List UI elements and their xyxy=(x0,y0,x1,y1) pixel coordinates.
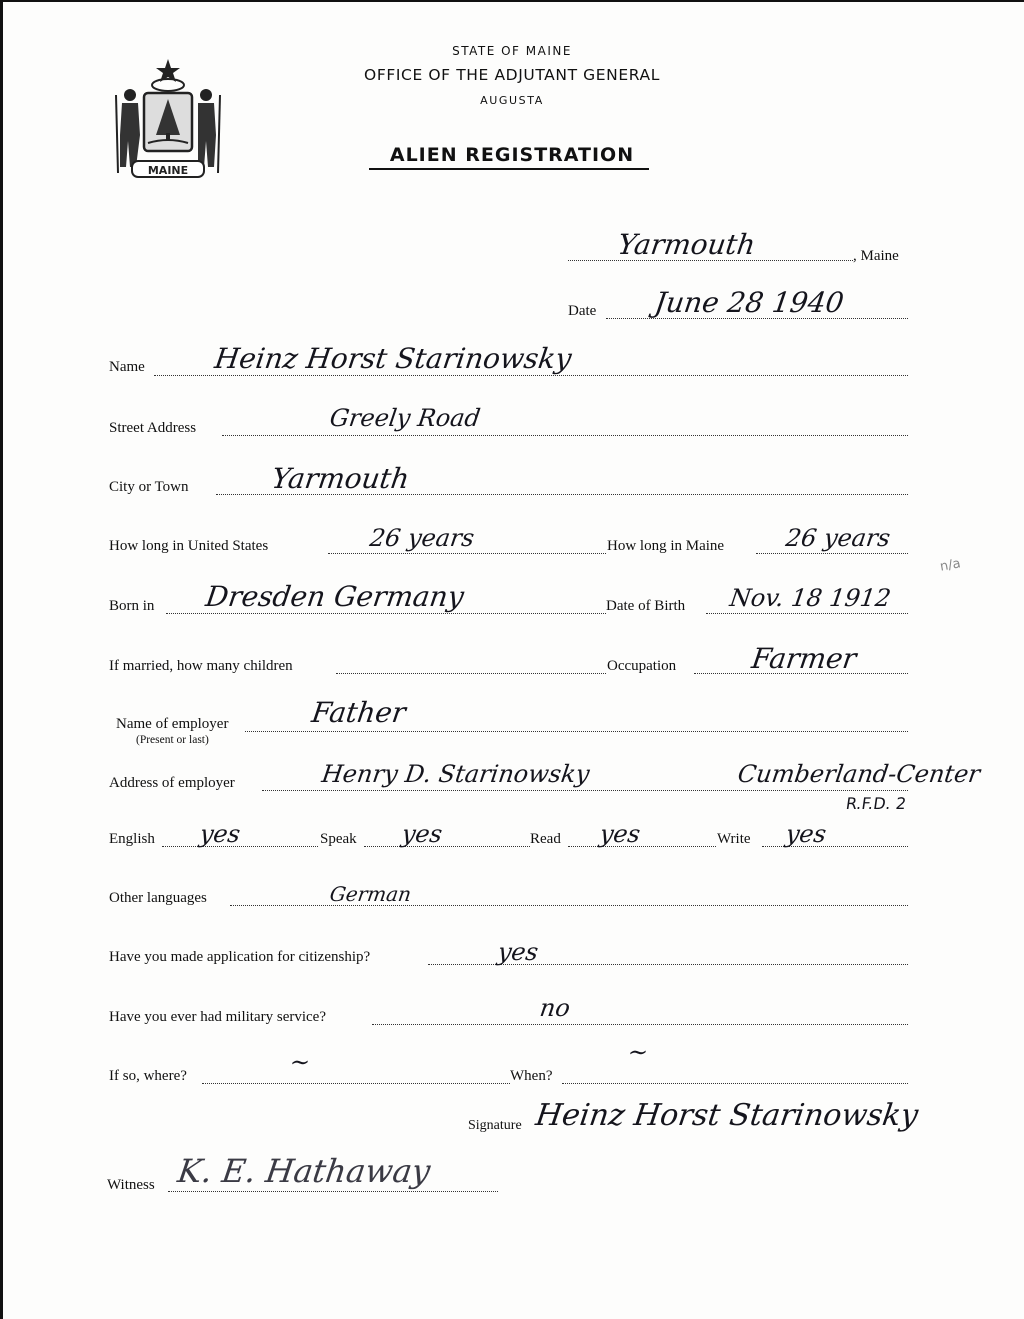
employer-address-label: Address of employer xyxy=(109,775,235,791)
employer-line xyxy=(245,731,908,732)
city-label: City or Town xyxy=(109,479,189,495)
name-line xyxy=(154,375,908,376)
employer-label: Name of employer xyxy=(116,716,229,732)
street-value: Greely Road xyxy=(328,404,483,432)
how-long-me-value: 26 years xyxy=(784,524,892,552)
town-suffix: , Maine xyxy=(853,248,899,264)
write-label: Write xyxy=(717,831,751,847)
read-label: Read xyxy=(530,831,561,847)
where-value: ~ xyxy=(288,1048,313,1076)
witness-value: K. E. Hathaway xyxy=(175,1152,433,1190)
title-underline xyxy=(369,168,649,170)
english-value: yes xyxy=(198,820,243,848)
born-in-line xyxy=(166,613,606,614)
dob-value: Nov. 18 1912 xyxy=(728,584,893,612)
children-label: If married, how many children xyxy=(109,658,293,674)
dob-label: Date of Birth xyxy=(606,598,686,614)
military-value: no xyxy=(538,994,572,1022)
read-line xyxy=(568,846,716,847)
english-label: English xyxy=(109,831,155,847)
citizenship-value: yes xyxy=(496,938,541,966)
born-in-value: Dresden Germany xyxy=(203,580,466,613)
name-label: Name xyxy=(109,359,145,375)
write-value: yes xyxy=(784,820,829,848)
speak-value: yes xyxy=(400,820,445,848)
header-state: STATE OF MAINE xyxy=(452,44,572,58)
how-long-me-label: How long in Maine xyxy=(607,538,725,554)
street-label: Street Address xyxy=(109,420,197,436)
scan-edge-left xyxy=(0,0,3,1319)
seal-banner-text: MAINE xyxy=(147,164,189,177)
signature-value: Heinz Horst Starinowsky xyxy=(533,1098,921,1133)
header-office: OFFICE OF THE ADJUTANT GENERAL xyxy=(364,66,660,84)
city-value: Yarmouth xyxy=(269,462,412,495)
scan-edge-top xyxy=(0,0,1024,2)
read-value: yes xyxy=(598,820,643,848)
form-title: ALIEN REGISTRATION xyxy=(389,144,635,166)
where-label: If so, where? xyxy=(109,1068,187,1084)
witness-line xyxy=(168,1191,498,1192)
citizenship-label: Have you made application for citizenship? xyxy=(109,949,371,965)
employer-address-line xyxy=(262,790,908,791)
other-languages-label: Other languages xyxy=(109,890,207,906)
employer-address-value: Henry D. Starinowsky xyxy=(320,760,592,788)
how-long-me-line xyxy=(756,553,908,554)
date-value: June 28 1940 xyxy=(652,286,846,319)
english-line xyxy=(162,846,318,847)
how-long-us-line xyxy=(328,553,606,554)
military-line xyxy=(372,1024,908,1025)
employer-value: Father xyxy=(309,696,408,729)
military-label: Have you ever had military service? xyxy=(109,1009,326,1025)
town-value: Yarmouth xyxy=(615,228,758,261)
speak-line xyxy=(364,846,530,847)
where-line xyxy=(202,1083,510,1084)
born-in-label: Born in xyxy=(109,598,155,614)
street-line xyxy=(222,435,908,436)
when-label: When? xyxy=(510,1068,553,1084)
header-city: AUGUSTA xyxy=(480,94,544,107)
occupation-value: Farmer xyxy=(749,642,859,675)
employer-address-town: Cumberland-Center xyxy=(736,760,982,788)
employer-address-rfd: R.F.D. 2 xyxy=(844,794,908,813)
margin-note: n/a xyxy=(938,556,962,575)
when-value: ~ xyxy=(626,1038,651,1066)
employer-sublabel: (Present or last) xyxy=(136,734,209,746)
witness-label: Witness xyxy=(107,1177,155,1193)
dob-line xyxy=(706,613,908,614)
name-value: Heinz Horst Starinowsky xyxy=(212,342,574,375)
when-line xyxy=(562,1083,908,1084)
children-line xyxy=(336,673,606,674)
how-long-us-value: 26 years xyxy=(368,524,476,552)
how-long-us-label: How long in United States xyxy=(109,538,269,554)
other-languages-value: German xyxy=(328,882,413,906)
occupation-label: Occupation xyxy=(607,658,677,674)
signature-label: Signature xyxy=(468,1118,522,1133)
date-label: Date xyxy=(568,303,597,319)
speak-label: Speak xyxy=(320,831,357,847)
